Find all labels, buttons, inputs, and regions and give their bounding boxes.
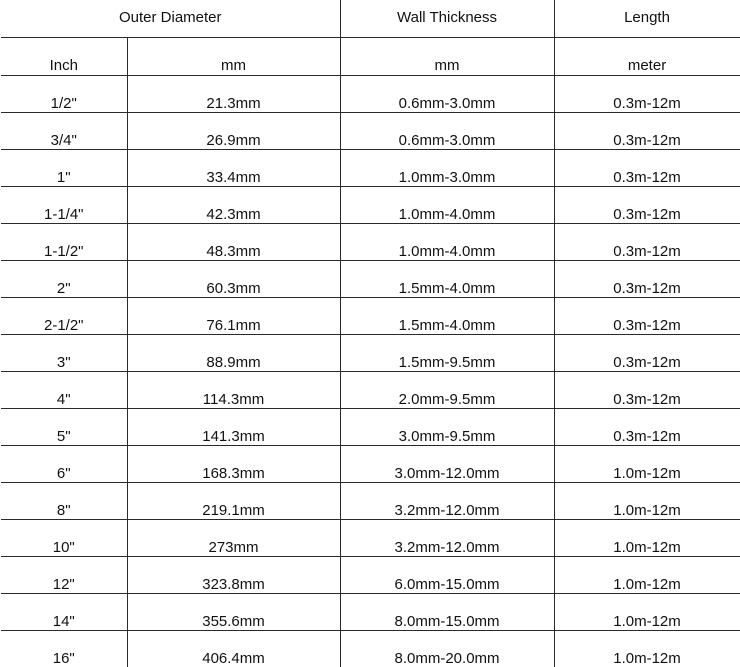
- wall-thickness-cell: 8.0mm-20.0mm: [340, 631, 554, 667]
- length-cell: 0.3m-12m: [554, 150, 740, 187]
- length-cell: 1.0m-12m: [554, 594, 740, 631]
- table-row: [1, 446, 740, 483]
- wall-thickness-cell: 1.0mm-4.0mm: [340, 224, 554, 261]
- table-row: [1, 483, 740, 520]
- length-cell: 0.3m-12m: [554, 113, 740, 150]
- outer-diameter-cell: 406.4mm: [127, 631, 340, 667]
- wall-thickness-cell: 3.2mm-12.0mm: [340, 483, 554, 520]
- outer-diameter-cell: 114.3mm: [127, 372, 340, 409]
- length-cell: 1.0m-12m: [554, 446, 740, 483]
- inch-cell: 1-1/2": [1, 224, 127, 261]
- wall-thickness-cell: 0.6mm-3.0mm: [340, 113, 554, 150]
- length-cell: 0.3m-12m: [554, 409, 740, 446]
- wall-thickness-cell: 6.0mm-15.0mm: [340, 557, 554, 594]
- length-cell: 1.0m-12m: [554, 631, 740, 667]
- wall-thickness-cell: 1.5mm-4.0mm: [340, 261, 554, 298]
- unit-row: [1, 38, 740, 76]
- table-row: [1, 298, 740, 335]
- length-cell: 0.3m-12m: [554, 261, 740, 298]
- length-cell: 0.3m-12m: [554, 187, 740, 224]
- inch-cell: 2": [1, 261, 127, 298]
- length-cell: 0.3m-12m: [554, 224, 740, 261]
- outer-diameter-cell: 88.9mm: [127, 335, 340, 372]
- header-row: [1, 0, 740, 38]
- outer-diameter-cell: 42.3mm: [127, 187, 340, 224]
- outer-diameter-cell: 33.4mm: [127, 150, 340, 187]
- inch-cell: 3": [1, 335, 127, 372]
- table-row: [1, 76, 740, 113]
- outer-diameter-cell: 48.3mm: [127, 224, 340, 261]
- table-row: [1, 187, 740, 224]
- wall-thickness-cell: 1.0mm-4.0mm: [340, 187, 554, 224]
- inch-cell: 1/2": [1, 76, 127, 113]
- table-row: [1, 224, 740, 261]
- table-row: [1, 335, 740, 372]
- inch-cell: 8": [1, 483, 127, 520]
- length-unit-header: meter: [554, 38, 740, 76]
- wall-thickness-cell: 3.0mm-9.5mm: [340, 409, 554, 446]
- length-cell: 0.3m-12m: [554, 335, 740, 372]
- outer-diameter-cell: 323.8mm: [127, 557, 340, 594]
- inch-cell: 5": [1, 409, 127, 446]
- inch-cell: 3/4": [1, 113, 127, 150]
- wall-mm-unit-header: mm: [340, 38, 554, 76]
- table-row: [1, 594, 740, 631]
- inch-cell: 10": [1, 520, 127, 557]
- wall-thickness-cell: 1.5mm-9.5mm: [340, 335, 554, 372]
- wall-thickness-cell: 1.0mm-3.0mm: [340, 150, 554, 187]
- inch-cell: 4": [1, 372, 127, 409]
- table-row: [1, 631, 740, 667]
- length-cell: 1.0m-12m: [554, 557, 740, 594]
- outer-diameter-cell: 141.3mm: [127, 409, 340, 446]
- wall-thickness-cell: 1.5mm-4.0mm: [340, 298, 554, 335]
- inch-cell: 6": [1, 446, 127, 483]
- inch-unit-header: Inch: [1, 38, 127, 76]
- table-row: [1, 261, 740, 298]
- table-row: [1, 409, 740, 446]
- outer-diameter-cell: 273mm: [127, 520, 340, 557]
- pipe-spec-table: [1, 0, 740, 667]
- wall-thickness-cell: 3.0mm-12.0mm: [340, 446, 554, 483]
- od-mm-unit-header: mm: [127, 38, 340, 76]
- length-cell: 1.0m-12m: [554, 483, 740, 520]
- outer-diameter-cell: 26.9mm: [127, 113, 340, 150]
- length-header: Length: [554, 0, 740, 38]
- table-row: [1, 520, 740, 557]
- inch-cell: 1": [1, 150, 127, 187]
- inch-cell: 1-1/4": [1, 187, 127, 224]
- outer-diameter-cell: 60.3mm: [127, 261, 340, 298]
- wall-thickness-header: Wall Thickness: [340, 0, 554, 38]
- table-row: [1, 557, 740, 594]
- table-body: [1, 76, 740, 667]
- wall-thickness-cell: 2.0mm-9.5mm: [340, 372, 554, 409]
- table-row: [1, 372, 740, 409]
- table-row: [1, 113, 740, 150]
- inch-cell: 14": [1, 594, 127, 631]
- outer-diameter-header: Outer Diameter: [1, 0, 340, 38]
- wall-thickness-cell: 0.6mm-3.0mm: [340, 76, 554, 113]
- inch-cell: 12": [1, 557, 127, 594]
- outer-diameter-cell: 355.6mm: [127, 594, 340, 631]
- outer-diameter-cell: 219.1mm: [127, 483, 340, 520]
- outer-diameter-cell: 21.3mm: [127, 76, 340, 113]
- table-row: [1, 150, 740, 187]
- outer-diameter-cell: 76.1mm: [127, 298, 340, 335]
- length-cell: 0.3m-12m: [554, 298, 740, 335]
- length-cell: 1.0m-12m: [554, 520, 740, 557]
- length-cell: 0.3m-12m: [554, 372, 740, 409]
- inch-cell: 2-1/2": [1, 298, 127, 335]
- wall-thickness-cell: 8.0mm-15.0mm: [340, 594, 554, 631]
- outer-diameter-cell: 168.3mm: [127, 446, 340, 483]
- inch-cell: 16": [1, 631, 127, 667]
- length-cell: 0.3m-12m: [554, 76, 740, 113]
- wall-thickness-cell: 3.2mm-12.0mm: [340, 520, 554, 557]
